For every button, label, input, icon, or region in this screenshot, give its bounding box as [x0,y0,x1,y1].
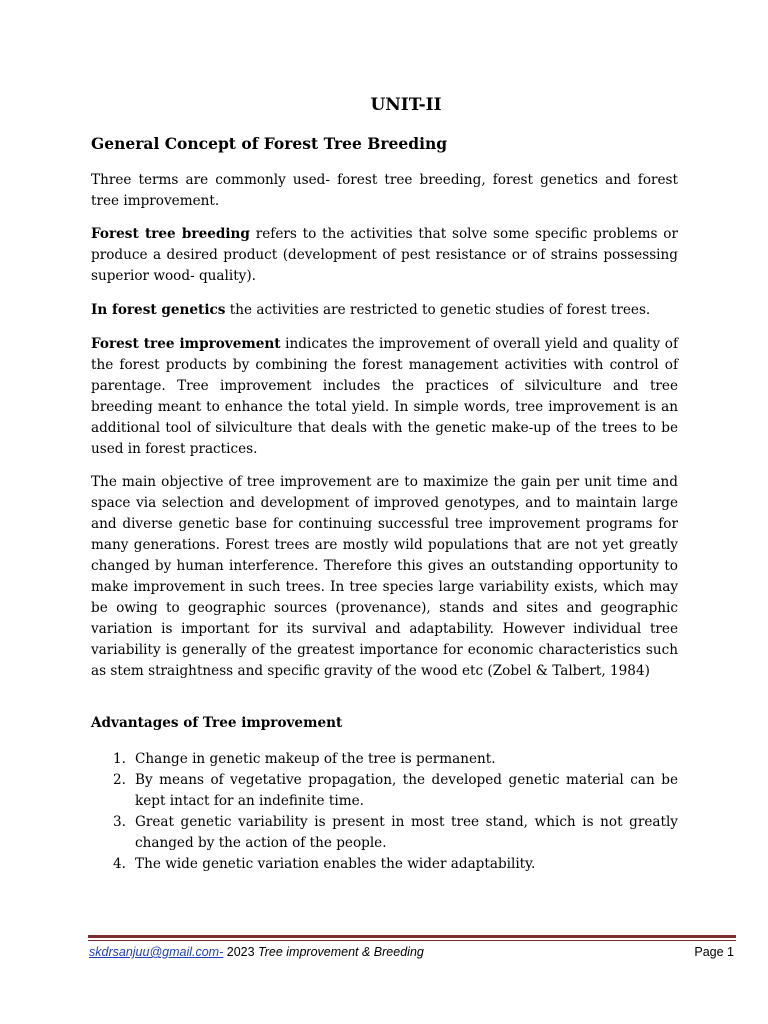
list-item [91,812,678,854]
improvement-text: indicates the improvement of overall yield and quality of the forest products by combining the forest management activities with control of parentage. Tree improvement includes the practices of silviculture and tree breeding meant to enhance the total yield. In simple words, tree improvement is an additional tool of silviculture that deals with the genetic make-up of the trees to be used in forest practices. [91,336,678,457]
footer-email-link[interactable]: skdrsanjuu@gmail.com- [89,945,224,959]
footer-year: 2023 [223,945,259,959]
footer-divider-thin [88,940,736,941]
list-item-number: 2. [113,772,126,788]
list-item-text: Great genetic variability is present in most tree stand, which is not greatly changed by the action of the people. [135,814,678,851]
list-item-text: Change in genetic makeup of the tree is permanent. [135,751,496,767]
page-footer [89,943,734,961]
list-item [91,770,678,812]
improvement-term: Forest tree improvement [91,336,281,352]
genetics-text: the activities are restricted to genetic studies of forest trees. [225,302,651,318]
list-item-text: By means of vegetative propagation, the developed genetic material can be kept intact for an indefinite time. [135,772,678,809]
list-item-number: 4. [113,856,126,872]
list-item-number: 3. [113,814,126,830]
list-item-number: 1. [113,751,126,767]
intro-paragraph: Three terms are commonly used- forest tree breeding, forest genetics and forest tree improvement. [91,172,678,209]
advantages-heading: Advantages of Tree improvement [91,715,343,731]
footer-title: Tree improvement & Breeding [258,945,424,959]
genetics-term: In forest genetics [91,302,226,318]
page-number: Page 1 [694,945,734,959]
list-item [91,749,678,770]
list-item [91,854,678,875]
section-title: General Concept of Forest Tree Breeding [91,134,448,153]
breeding-text: refers to the activities that solve some specific problems or produce a desired product (development of pest resistance or of strains possessing superior wood- quality). [91,226,678,284]
breeding-paragraph [91,224,678,287]
advantages-list [91,749,678,875]
list-item-text: The wide genetic variation enables the wider adaptability. [135,856,536,872]
genetics-paragraph [91,300,678,321]
footer-divider-thick [88,935,736,938]
improvement-paragraph [91,334,678,460]
unit-title: UNIT-II [370,95,442,115]
objective-paragraph: The main objective of tree improvement are to maximize the gain per unit time and space via selection and development of improved genotypes, and to maintain large and diverse genetic base for continuing successful tree improvement programs for many generations. Forest trees are mostly wild populations that are not yet greatly changed by human interference. Therefore this gives an outstanding opportunity to make improvement in such trees. In tree species large variability exists, which may be owing to geographic sources (provenance), stands and sites and geographic variation is important for its survival and adaptability. However individual tree variability is generally of the greatest importance for economic characteristics such as stem straightness and specific gravity of the wood etc (Zobel & Talbert, 1984) [91,474,678,679]
breeding-term: Forest tree breeding [91,226,250,242]
